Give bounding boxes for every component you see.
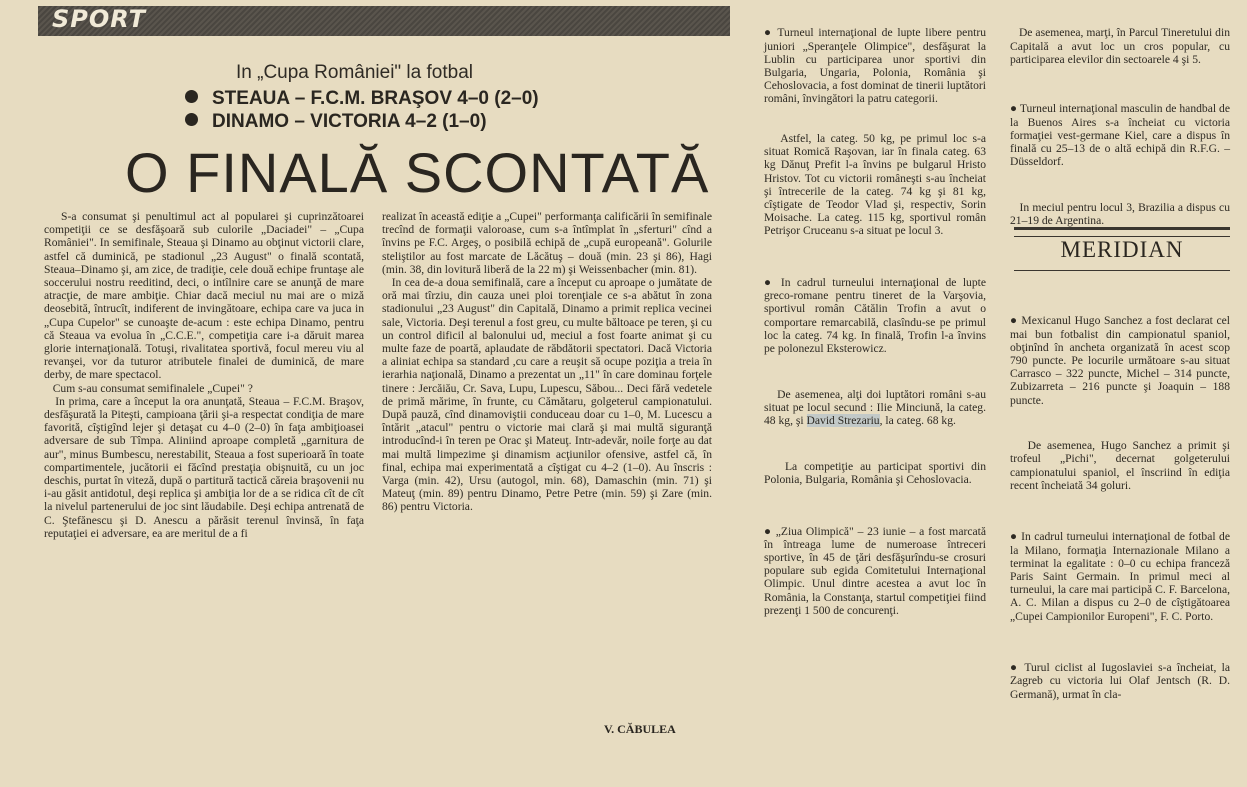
- section-label: SPORT: [52, 5, 147, 33]
- article-column-1: S-a consumat şi penultimul act al popularei şi cuprinzătoarei competiţii ce se desfăşoară sub culorile „Daciadei" – „Cupa României". In semifinale, Steaua şi Dinamo au obţinut victorii clare, astfel că duminică, pe stadionul „23 August" o finală scontată, Steaua–Dinamo şi, am zice, de tradiţie, cele două echipe fruntaşe ale soccerului nostru reeditind, deci, o intîlnire care se anunţă de mare atracţie, de mare ambiţie. Chiar dacă meciul nu mai are o miză deosebită, întrucît, indiferent de invingătoare, echipa care va juca in „Cupa Cupelor" se cunoaşte de-acum : este echipa Dinamo, pentru că Steaua va evolua în „C.C.E.", competiţia care i-a dăruit marea glorie internaţională. Totuşi, rivalitatea sportivă, focul mereu viu al revanşei, vor da tuturor atributele finalei de duminică, de mare derby, de mare spectacol. Cum s-au consumat semifinalele „Cupei" ? In prima, care a început la ora anunţată, Steaua – F.C.M. Braşov, desfăşurată la Piteşti, campioana ţării şi-a respectat condiţia de mare favorită, cîştigînd lejer şi detaşat cu 4–0 (2–0) în faţa ambiţioasei adversare de sub Tîmpa. Aliniind aproape completă „garnitura de aur", minus Bumbescu, nerestabilit, Steaua a fost superioară în toate compartimentele, jucătorii ei făcînd prestaţia obişnuită, cu un joc deschis, purtat în viteză, după o partitură tactică căreia braşovenii nu i-au găsit antidotul, deşi replica şi ambiţia lor de a se ridica cît de cît la nivelul partenerului de joc sint lăudabile. Deşi echipa antrenată de C. Ştefănescu şi D. Anescu a părăsit terenul învinsă, în faţa reputaţiei ei adversare, ea are meritul de a fi: [44, 210, 364, 540]
- result-text: STEAUA – F.C.M. BRAŞOV 4–0 (2–0): [212, 88, 539, 109]
- result-text: DINAMO – VICTORIA 4–2 (1–0): [212, 111, 487, 132]
- meridian-rule: [1014, 270, 1230, 271]
- news-item: ● Turneul internaţional masculin de handbal de la Buenos Aires s-a încheiat cu victoria formaţiei vest-germane Kiel, care a dispus în finală cu 25–13 de o altă echipă din R.F.G. – Düsseldorf.: [1010, 102, 1233, 169]
- bullet-icon: [185, 113, 198, 126]
- result-line: [185, 88, 539, 110]
- meridian-title: MERIDIAN: [1060, 237, 1184, 262]
- news-column-3: [764, 0, 989, 643]
- news-item: De asemenea, Hugo Sanchez a primit şi trofeul „Pichi", decernat golgeterului campionatului spaniol, el înscriind în ediţia recent încheiată 34 goluri.: [1010, 439, 1233, 492]
- news-item: ● Turul ciclist al Iugoslaviei s-a încheiat, la Zagreb cu victoria lui Olaf Jentsch (R. D. Germană), urmat în cla-: [1010, 661, 1233, 701]
- article-signature: V. CĂBULEA: [604, 722, 676, 736]
- meridian-column: [1010, 288, 1233, 727]
- news-item: ● Turneul internaţional de lupte libere pentru juniori „Speranţele Olimpice", desfăşurat la Lublin cu participarea unor sportivi din Bulgaria, Ungaria, Polonia, România şi Cehoslovacia, a fost dominat de tinerii luptători români, învingători la patru categorii.: [764, 26, 989, 106]
- news-item: De asemenea, marţi, în Parcul Tineretului din Capitală a avut loc un cros popular, cu participarea elevilor din sectoarele 4 şi 5.: [1010, 26, 1233, 66]
- news-item: ● In cadrul turneului internaţional de lupte greco-romane pentru tineret de la Varşovia, sportivul român Cătălin Trofin a avut o comportare remarcabilă, clasîndu-se pe primul loc la categ. 74 kg. In finală, Trofin l-a învins pe polonezul Eksterowicz.: [764, 276, 989, 356]
- news-item: La competiţie au participat sportivi din Polonia, Bulgaria, România şi Cehoslovacia.: [764, 459, 989, 486]
- news-item: ● In cadrul turneului internaţional de fotbal de la Milano, formaţia Internazionale Milano a terminat la egalitate : 0–0 cu echipa franceză Paris Saint Germain. In primul meci al turneului, la care mai participă C. F. Barcelona, A. C. Milan a dispus cu 2–0 de cîştigătoarea „Cupei Campionilor Europeni", F. C. Porto.: [1010, 530, 1233, 623]
- section-banner: [38, 6, 730, 36]
- bullet-icon: [185, 90, 198, 103]
- news-item: In meciul pentru locul 3, Brazilia a dispus cu 21–19 de Argentina.: [1010, 200, 1233, 228]
- highlighted-name[interactable]: David Strezariu: [806, 414, 880, 428]
- article-kicker: In „Cupa României" la fotbal: [236, 62, 473, 83]
- meridian-rule: [1014, 227, 1230, 237]
- article-column-2: realizat în această ediţie a „Cupei" performanţa calificării în semifinale trecînd de formaţii valoroase, cum s-a întîmplat în „sferturi" cînd a învins pe F.C. Argeş, o posibilă echipă de „cupă europeană". Golurile steliştilor au fost marcate de Lăcătuş – două (min. 23 şi 86), Hagi (min. 38, din lovitură liberă de la 22 m) şi Weissenbacher (min. 81). In cea de-a doua semifinală, care a început cu aproape o jumătate de oră mai tîrziu, din cauza unei ploi torenţiale ce s-a abătut în zona stadionului „23 August" din Capitală, Dinamo a primit replica vecinei sale, Victoria. Deşi terenul a fost greu, cu multe băltoace pe teren, şi cu un control dificil al balonului ud, meciul a fost foarte animat şi cu multe faze de poartă, aplaudate de răbdătorii spectatori. Dacă Victoria a aliniat echipa sa standard ,cu care a reuşit să ocupe poziţia a treia în ierarhia naţională, Dinamo a prezentat un „11" în care dominau forţele tinere : Jercăiău, Cr. Sava, Lupu, Lupescu, Săbou... Deci fără vedetele de primă mărime, în frunte, cu Cămătaru, golgeterul campionatului. După pauză, cînd dinamoviştii conduceau doar cu 1–0, M. Lucescu a întărit „atacul" pentru o victorie mai clară şi mai multă siguranţă introducînd-i în teren pe Orac şi Mateuţ. Intr-adevăr, noile forţe au dat mai multă limpezime şi dinamism acţiunilor ofensive, astfel că, în final, echipa mai experimentată a cîştigat cu 4–2 (1–0). Au înscris : Varga (min. 42), Ursu (autogol, min. 68), Damaschin (min. 71) şi Mateuţ (min. 89) pentru Dinamo, Petre Petre (min. 59) şi Zare (min. 86) pentru Victoria.: [382, 210, 713, 514]
- news-item: ● „Ziua Olimpică" – 23 iunie – a fost marcată în întreaga lume de numeroase întreceri sportive, în 45 de ţări desfăşurîndu-se crosuri populare sub egida Comitetului Internaţional Olimpic. Unul dintre acestea a avut loc în România, la Constanţa, startul competiţiei fiind prezenţi 1 500 de concurenţi.: [764, 524, 989, 617]
- news-column-4: [1010, 0, 1233, 254]
- news-item: ● Mexicanul Hugo Sanchez a fost declarat cel mai bun fotbalist din campionatul spaniol, obţinînd în ancheta organizată în acest scop 790 puncte. Pe locurile următoare s-au situat Carrasco – 322 puncte, Michel – 314 puncte, Zubizarreta – 216 puncte şi Joaquin – 188 puncte.: [1010, 314, 1233, 407]
- result-line: [185, 111, 487, 133]
- news-item: Astfel, la categ. 50 kg, pe primul loc s-a situat Romică Raşovan, iar în finala categ. 63 kg Dănuţ Prefit l-a învins pe bulgarul Hristo Hristov. Tot cu victorii româneşti s-au încheiat şi întrecerile de la categ. 74 kg şi 81 kg, cîştigate de Teodor Vlad şi, respectiv, Sorin Moisache. La categ. 115 kg, sportivul român Petrişor Cruceanu s-a situat pe locul 3.: [764, 132, 989, 238]
- news-text: De asemenea, alţi doi luptători români s-au situat pe locul secund : Ilie Minciună, la categ. 48 kg, şi: [764, 387, 989, 428]
- news-item: [764, 387, 989, 428]
- article-headline: O FINALĂ SCONTATĂ: [125, 141, 710, 204]
- news-text: , la categ. 68 kg.: [879, 414, 956, 428]
